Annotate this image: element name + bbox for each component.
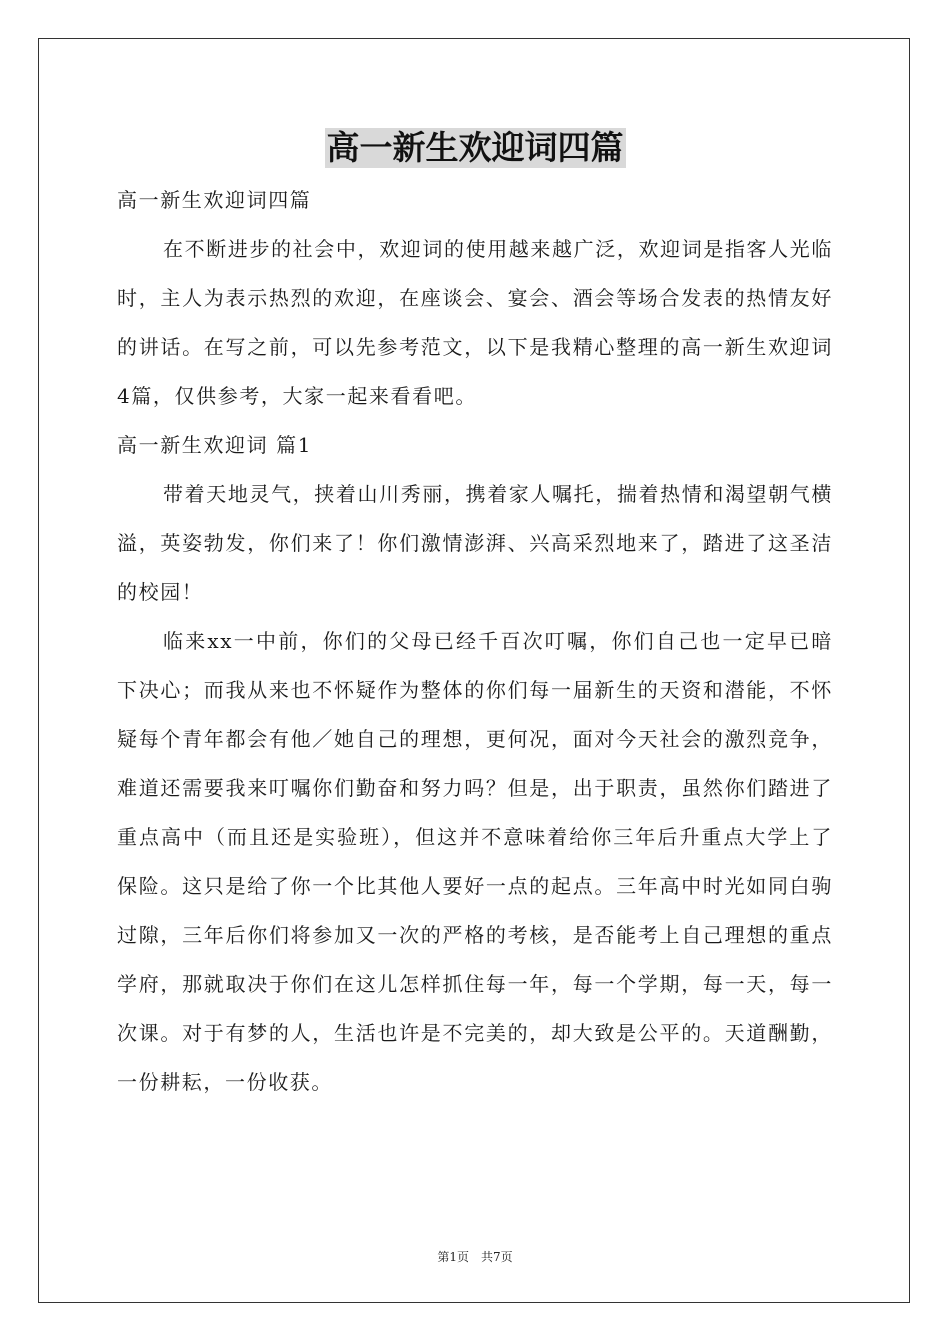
document-body	[117, 176, 833, 1107]
page-number-footer: 第1页 共7页	[437, 1250, 513, 1264]
document-title: 高一新生欢迎词四篇	[326, 128, 624, 167]
intro-paragraph: 在不断进步的社会中，欢迎词的使用越来越广泛，欢迎词是指客人光临时，主人为表示热烈的欢迎，在座谈会、宴会、酒会等场合发表的热情友好的讲话。在写之前，可以先参考范文，以下是我精心整理的高一新生欢迎词4篇，仅供参考，大家一起来看看吧。	[117, 237, 833, 408]
body-paragraph-2: 临来xx一中前，你们的父母已经千百次叮嘱，你们自己也一定早已暗下决心；而我从来也不怀疑作为整体的你们每一届新生的天资和潜能，不怀疑每个青年都会有他／她自己的理想，更何况，面对今天社会的激烈竞争，难道还需要我来叮嘱你们勤奋和努力吗？但是，出于职责，虽然你们踏进了重点高中（而且还是实验班），但这并不意味着给你三年后升重点大学上了保险。这只是给了你一个比其他人要好一点的起点。三年高中时光如同白驹过隙，三年后你们将参加又一次的严格的考核，是否能考上自己理想的重点学府，那就取决于你们在这儿怎样抓住每一年，每一个学期，每一天，每一次课。对于有梦的人，生活也许是不完美的，却大致是公平的。天道酬勤，一份耕耘，一份收获。	[117, 629, 833, 1094]
body-paragraph-1: 带着天地灵气，挟着山川秀丽，携着家人嘱托，揣着热情和渴望朝气横溢，英姿勃发，你们来了！你们激情澎湃、兴高采烈地来了，踏进了这圣洁的校园！	[117, 482, 833, 604]
document-subtitle: 高一新生欢迎词四篇	[117, 188, 312, 212]
document-title-row	[0, 128, 950, 168]
section-heading: 高一新生欢迎词 篇1	[117, 433, 313, 457]
